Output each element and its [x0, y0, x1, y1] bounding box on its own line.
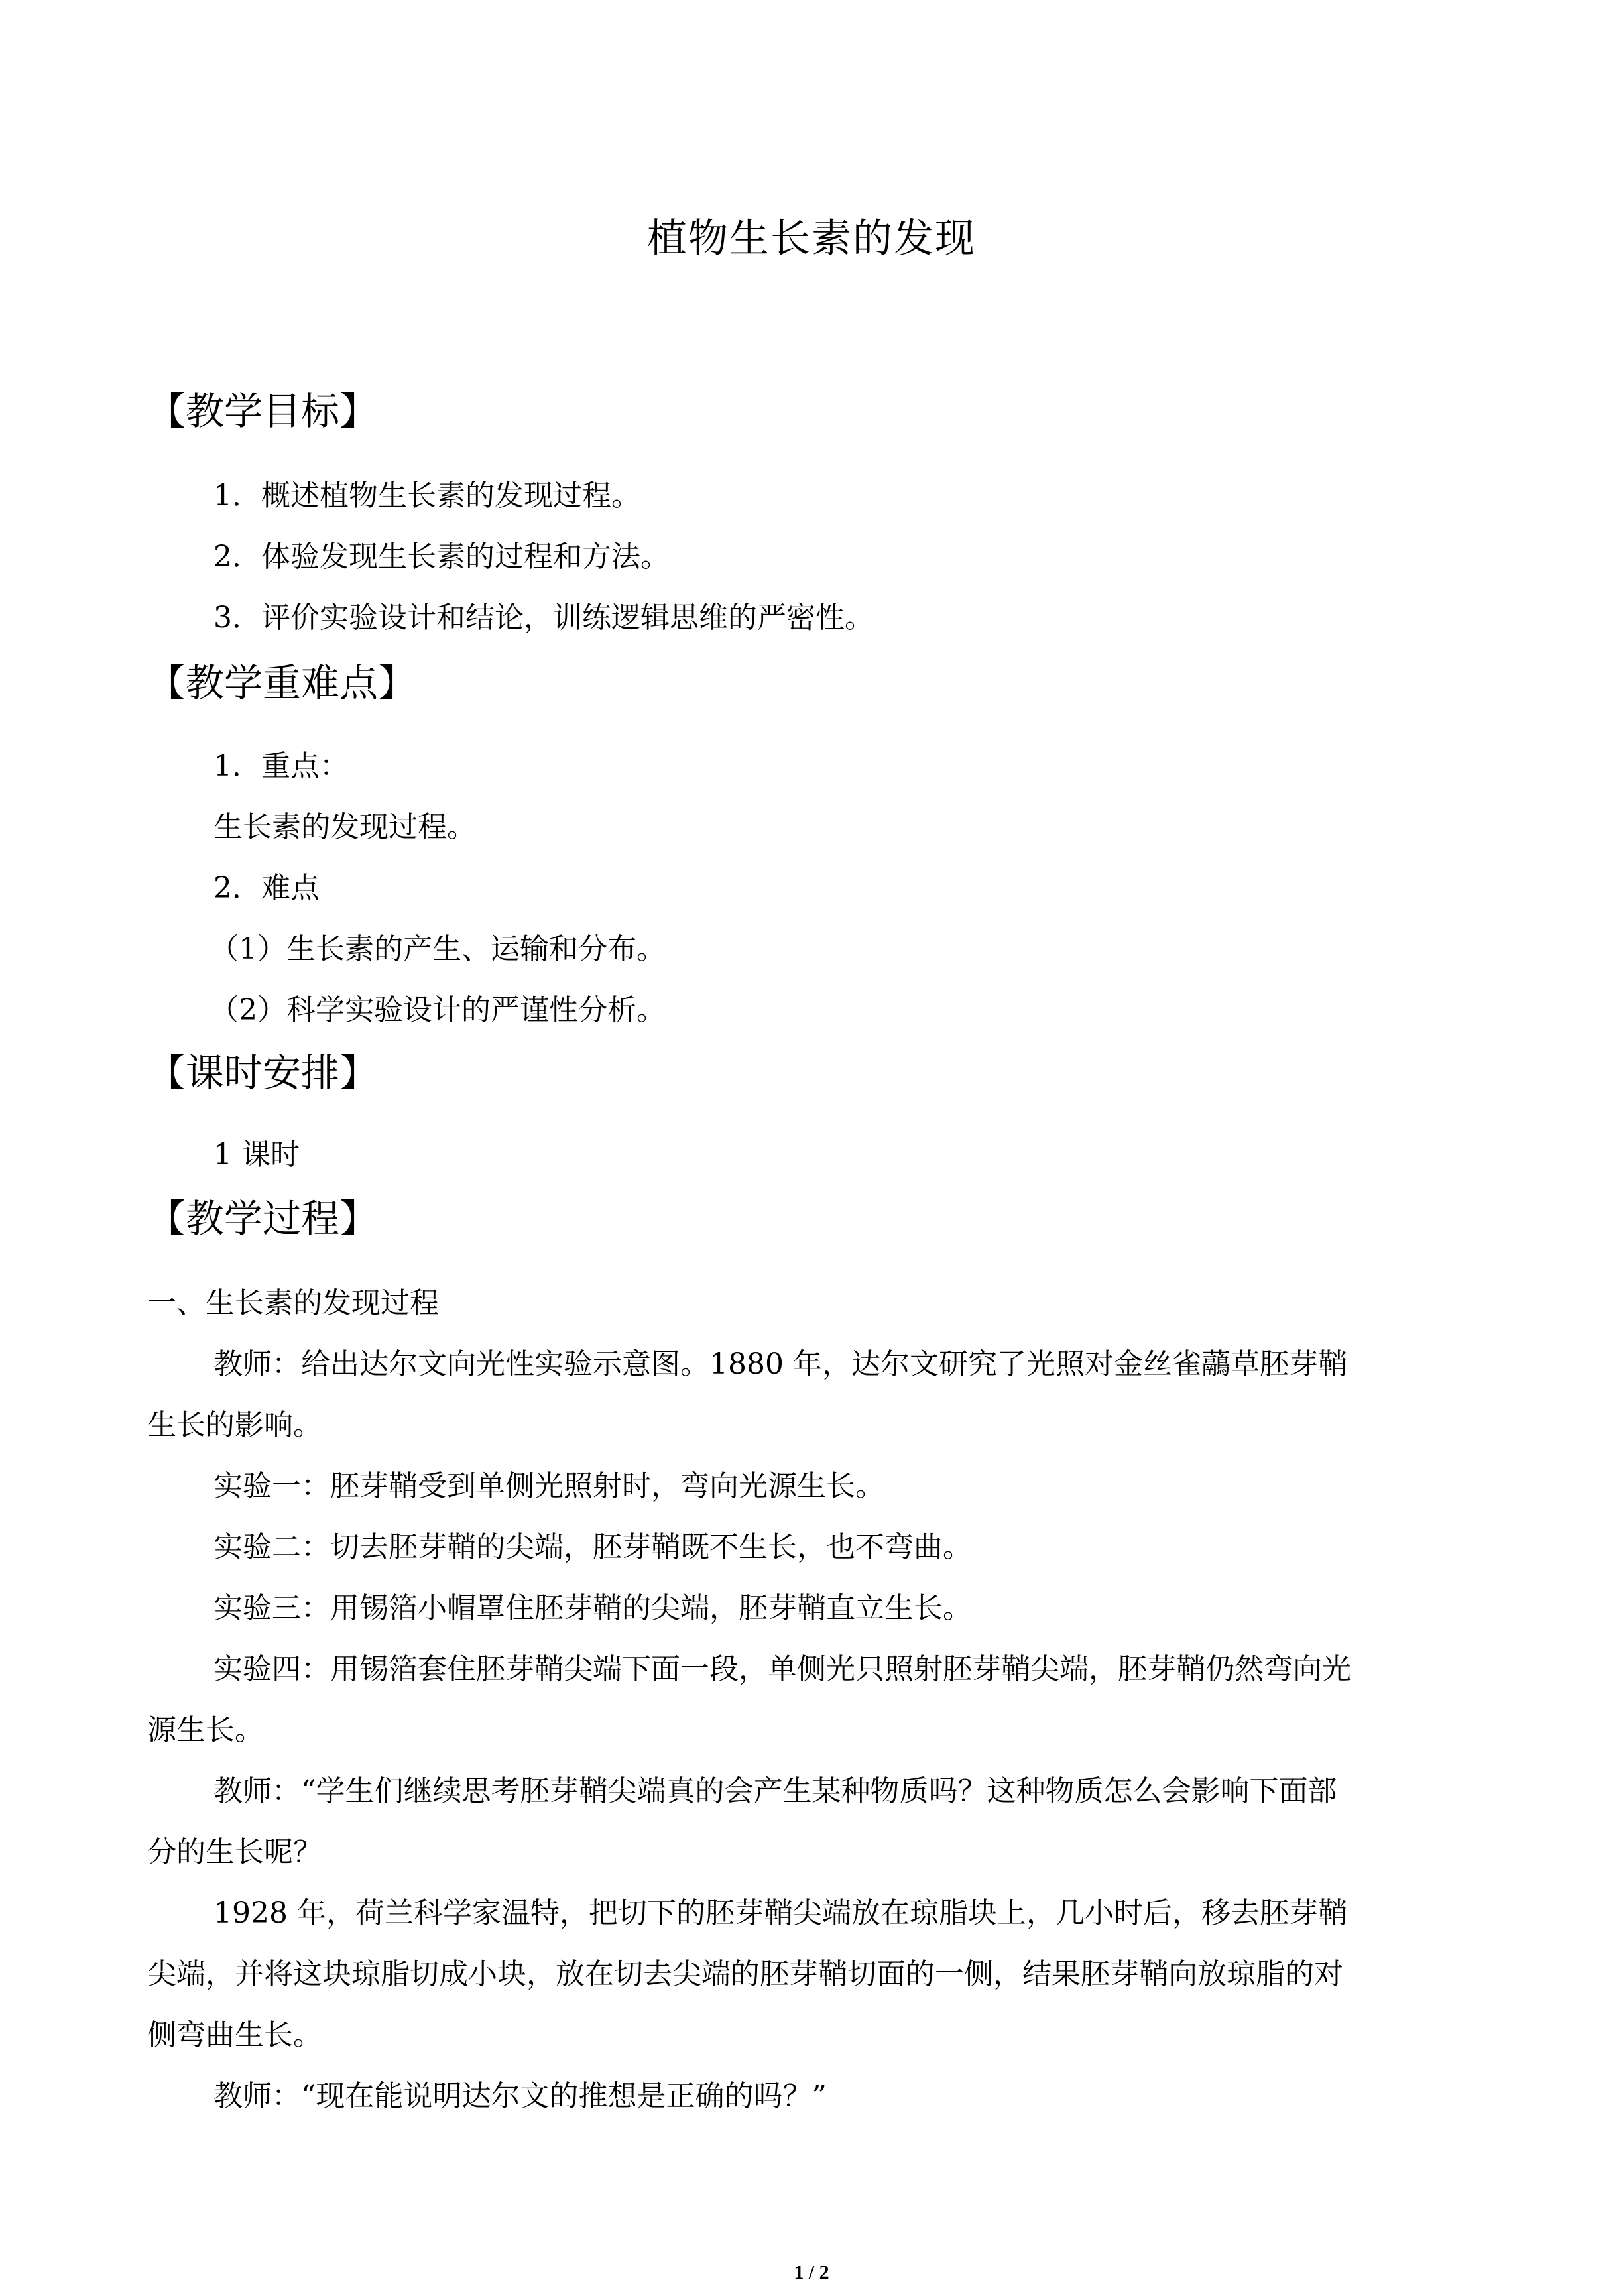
process-subheading: 一、生长素的发现过程: [147, 1286, 439, 1320]
section-heading-goals: 【教学目标】: [147, 389, 379, 434]
section-heading-process: 【教学过程】: [147, 1196, 379, 1241]
process-line: 实验二：切去胚芽鞘的尖端，胚芽鞘既不生长，也不弯曲。: [213, 1530, 972, 1564]
goal-item: 1．概述植物生长素的发现过程。: [213, 479, 640, 513]
process-line: 尖端，并将这块琼脂切成小块，放在切去尖端的胚芽鞘切面的一侧，结果胚芽鞘向放琼脂的对: [147, 1957, 1343, 1991]
page-number: 1 / 2: [794, 2262, 829, 2283]
goal-item: 2．体验发现生长素的过程和方法。: [213, 540, 670, 574]
key-point-line: 2．难点: [213, 871, 320, 905]
key-point-line: （1）生长素的产生、运输和分布。: [210, 932, 666, 966]
process-line: 实验一：胚芽鞘受到单侧光照射时，弯向光源生长。: [213, 1469, 884, 1503]
process-line: 侧弯曲生长。: [147, 2018, 322, 2052]
process-line: 实验四：用锡箔套住胚芽鞘尖端下面一段，单侧光只照射胚芽鞘尖端，胚芽鞘仍然弯向光: [213, 1652, 1351, 1686]
process-line: 教师：“学生们继续思考胚芽鞘尖端真的会产生某种物质吗？这种物质怎么会影响下面部: [213, 1774, 1337, 1808]
section-heading-key-points: 【教学重难点】: [147, 660, 417, 705]
process-line: 1928 年，荷兰科学家温特，把切下的胚芽鞘尖端放在琼脂块上，几小时后，移去胚芽鞘: [213, 1896, 1347, 1930]
key-point-line: 1．重点：: [213, 749, 349, 783]
process-line: 源生长。: [147, 1713, 264, 1747]
key-point-line: （2）科学实验设计的严谨性分析。: [210, 993, 666, 1027]
process-line: 教师：“现在能说明达尔文的推想是正确的吗？”: [213, 2079, 827, 2113]
process-line: 实验三：用锡箔小帽罩住胚芽鞘的尖端，胚芽鞘直立生长。: [213, 1591, 972, 1625]
process-line: 生长的影响。: [147, 1408, 322, 1442]
schedule-text: 1 课时: [213, 1138, 300, 1172]
document-title: 植物生长素的发现: [647, 215, 976, 262]
key-point-line: 生长素的发现过程。: [213, 810, 476, 844]
process-line: 教师：给出达尔文向光性实验示意图。1880 年，达尔文研究了光照对金丝雀虉草胚芽鞘: [213, 1347, 1347, 1381]
process-line: 分的生长呢？: [147, 1835, 322, 1869]
section-heading-schedule: 【课时安排】: [147, 1050, 379, 1095]
goal-item: 3．评价实验设计和结论，训练逻辑思维的严密性。: [213, 601, 874, 634]
